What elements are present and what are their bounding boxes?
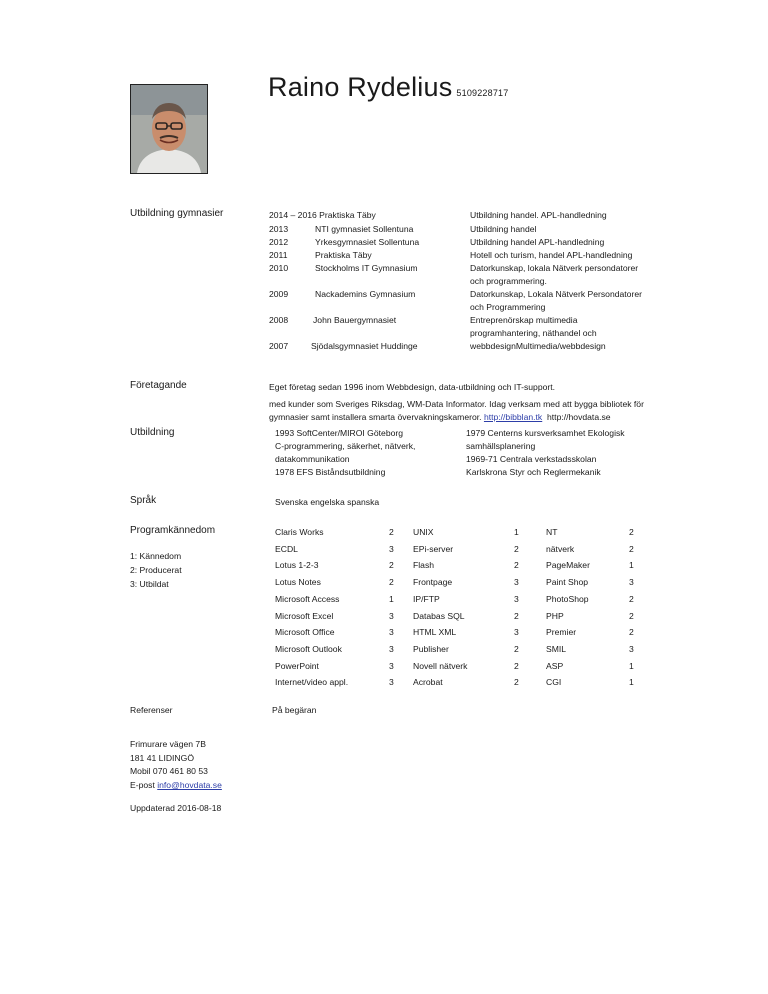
- program-name: EPi-server: [413, 543, 454, 554]
- program-name: PageMaker: [546, 560, 590, 571]
- program-level: 3: [629, 643, 634, 654]
- program-name: PhotoShop: [546, 593, 589, 604]
- program-level: 3: [389, 643, 394, 654]
- program-level: 2: [629, 627, 634, 638]
- legend-2: 2: Producerat: [130, 565, 182, 575]
- gym-school-3: Praktiska Täby: [315, 250, 372, 260]
- gym-year-4: 2010: [269, 263, 289, 273]
- program-level: 2: [389, 560, 394, 571]
- personnummer: 5109228717: [456, 88, 509, 98]
- program-level: 2: [389, 577, 394, 588]
- gym-desc-6b: programhantering, näthandel och: [470, 328, 597, 338]
- program-level: 3: [514, 593, 519, 604]
- program-level: 2: [514, 643, 519, 654]
- gym-year-5: 2009: [269, 289, 289, 299]
- program-level: 3: [389, 627, 394, 638]
- program-level: 1: [514, 527, 519, 537]
- program-name: Novell nätverk: [413, 660, 468, 671]
- section-heading-utbildning: Utbildning: [130, 427, 175, 438]
- profile-photo: [130, 84, 208, 174]
- section-heading-foretagande: Företagande: [130, 380, 187, 391]
- gym-school-5: Nackademins Gymnasium: [315, 289, 416, 299]
- program-name: Lotus Notes: [275, 577, 321, 588]
- foretagande-line-3: [269, 412, 611, 422]
- program-name: ECDL: [275, 543, 298, 554]
- gym-desc-5a: Datorkunskap, Lokala Nätverk Persondatorer: [470, 289, 642, 299]
- program-name: Microsoft Office: [275, 627, 335, 638]
- program-level: 3: [389, 660, 394, 671]
- program-name: IP/FTP: [413, 593, 440, 604]
- program-level: 2: [514, 560, 519, 571]
- email-label: E-post: [130, 780, 155, 790]
- program-level: 1: [389, 593, 394, 604]
- gym-year-3: 2011: [269, 250, 288, 260]
- foretagande-line-3-text: gymnasier samt installera smarta övervakningskameror.: [269, 412, 482, 422]
- program-level: 2: [629, 593, 634, 604]
- program-name: Microsoft Access: [275, 593, 340, 604]
- program-level: 2: [514, 610, 519, 621]
- program-name: Microsoft Excel: [275, 610, 334, 621]
- gym-desc-0: Utbildning handel. APL-handledning: [470, 210, 607, 220]
- name-text: Raino Rydelius: [268, 72, 453, 102]
- program-level: 3: [389, 677, 394, 688]
- person-name: [268, 72, 508, 103]
- program-level: 2: [629, 527, 634, 537]
- contact-street: Frimurare vägen 7B: [130, 739, 206, 749]
- gym-desc-1: Utbildning handel: [470, 224, 537, 234]
- program-name: Frontpage: [413, 577, 453, 588]
- program-name: Databas SQL: [413, 610, 465, 621]
- utbildning-left-2: datakommunikation: [275, 454, 350, 464]
- program-level: 1: [629, 677, 634, 688]
- contact-city: 181 41 LIDINGÖ: [130, 753, 195, 763]
- gym-desc-5b: och Programmering: [470, 302, 546, 312]
- program-level: 2: [514, 543, 519, 554]
- referenser-value: På begäran: [272, 705, 317, 715]
- gym-desc-2: Utbildning handel APL-handledning: [470, 237, 605, 247]
- program-level: 3: [389, 610, 394, 621]
- gym-year-6: 2008: [269, 315, 289, 325]
- foretagande-line-2: med kunder som Sveriges Riksdag, WM-Data Informator. Idag verksam med att bygga bibliotek för: [269, 399, 644, 409]
- program-name: SMIL: [546, 643, 567, 654]
- program-name: Claris Works: [275, 527, 324, 537]
- utbildning-left-1: C-programmering, säkerhet, nätverk,: [275, 441, 416, 451]
- program-level: 3: [629, 577, 634, 588]
- portrait-image: [131, 85, 207, 173]
- program-name: Premier: [546, 627, 577, 638]
- program-level: 2: [514, 677, 519, 688]
- program-level: 1: [629, 560, 634, 571]
- utbildning-right-2: 1969-71 Centrala verkstadsskolan: [466, 454, 597, 464]
- gym-desc-6a: Entreprenörskap multimedia: [470, 315, 578, 325]
- program-name: ASP: [546, 660, 564, 671]
- program-name: HTML XML: [413, 627, 457, 638]
- foretagande-line-1: Eget företag sedan 1996 inom Webbdesign, data-utbildning och IT-support.: [269, 382, 556, 392]
- program-name: Acrobat: [413, 677, 443, 688]
- program-name: Internet/video appl.: [275, 677, 349, 688]
- program-name: Paint Shop: [546, 577, 589, 588]
- gym-year-2: 2012: [269, 237, 289, 247]
- gym-school-4: Stockholms IT Gymnasium: [315, 263, 418, 273]
- section-heading-sprak: Språk: [130, 495, 157, 506]
- bibblan-link[interactable]: http://bibblan.tk: [483, 412, 543, 422]
- program-name: NT: [546, 527, 558, 537]
- sprak-value: Svenska engelska spanska: [275, 497, 380, 507]
- section-heading-referenser: Referenser: [130, 705, 173, 715]
- gym-school-7: Sjödalsgymnasiet Huddinge: [311, 341, 418, 351]
- hovdata-url-text: http://hovdata.se: [547, 412, 611, 422]
- program-name: PowerPoint: [275, 660, 319, 671]
- program-name: CGI: [546, 677, 562, 688]
- utbildning-right-3: Karlskrona Styr och Reglermekanik: [466, 467, 601, 477]
- section-heading-gymnasier: Utbildning gymnasier: [130, 208, 224, 219]
- gym-desc-4a: Datorkunskap, lokala Nätverk persondatorer: [470, 263, 639, 273]
- email-link[interactable]: info@hovdata.se: [157, 780, 222, 790]
- program-level: 2: [389, 527, 394, 537]
- utbildning-left-0: 1993 SoftCenter/MIROI Göteborg: [275, 428, 404, 438]
- gym-desc-7: webbdesignMultimedia/webbdesign: [470, 341, 606, 351]
- gym-year-7: 2007: [269, 341, 289, 351]
- program-name: UNIX: [413, 527, 434, 537]
- program-level: 1: [629, 660, 634, 671]
- gym-year-0: 2014 – 2016 Praktiska Täby: [269, 210, 376, 220]
- utbildning-right-0: 1979 Centerns kursverksamhet Ekologisk: [466, 428, 625, 438]
- program-name: Publisher: [413, 643, 449, 654]
- program-level: 2: [629, 610, 634, 621]
- program-name: Microsoft Outlook: [275, 643, 342, 654]
- program-level: 3: [389, 543, 394, 554]
- legend-3: 3: Utbildat: [130, 579, 169, 589]
- program-level: 2: [629, 543, 634, 554]
- contact-phone: Mobil 070 461 80 53: [130, 766, 208, 776]
- section-heading-program: Programkännedom: [130, 525, 216, 536]
- gym-year-1: 2013: [269, 224, 289, 234]
- program-name: Lotus 1-2-3: [275, 560, 319, 571]
- utbildning-right-1: samhällsplanering: [466, 441, 536, 451]
- gym-desc-4b: och programmering.: [470, 276, 547, 286]
- gym-school-1: NTI gymnasiet Sollentuna: [315, 224, 414, 234]
- program-name: nätverk: [546, 543, 575, 554]
- gym-desc-3: Hotell och turism, handel APL-handledning: [470, 250, 633, 260]
- gym-school-2: Yrkesgymnasiet Sollentuna: [315, 237, 420, 247]
- utbildning-left-3: 1978 EFS Biståndsutbildning: [275, 467, 386, 477]
- program-name: PHP: [546, 610, 564, 621]
- legend-1: 1: Kännedom: [130, 551, 182, 561]
- program-name: Flash: [413, 560, 435, 571]
- gym-school-6: John Bauergymnasiet: [313, 315, 397, 325]
- contact-email: [130, 780, 222, 790]
- program-level: 3: [514, 627, 519, 638]
- program-level: 2: [514, 660, 519, 671]
- updated-date: Uppdaterad 2016-08-18: [130, 803, 222, 813]
- program-level: 3: [514, 577, 519, 588]
